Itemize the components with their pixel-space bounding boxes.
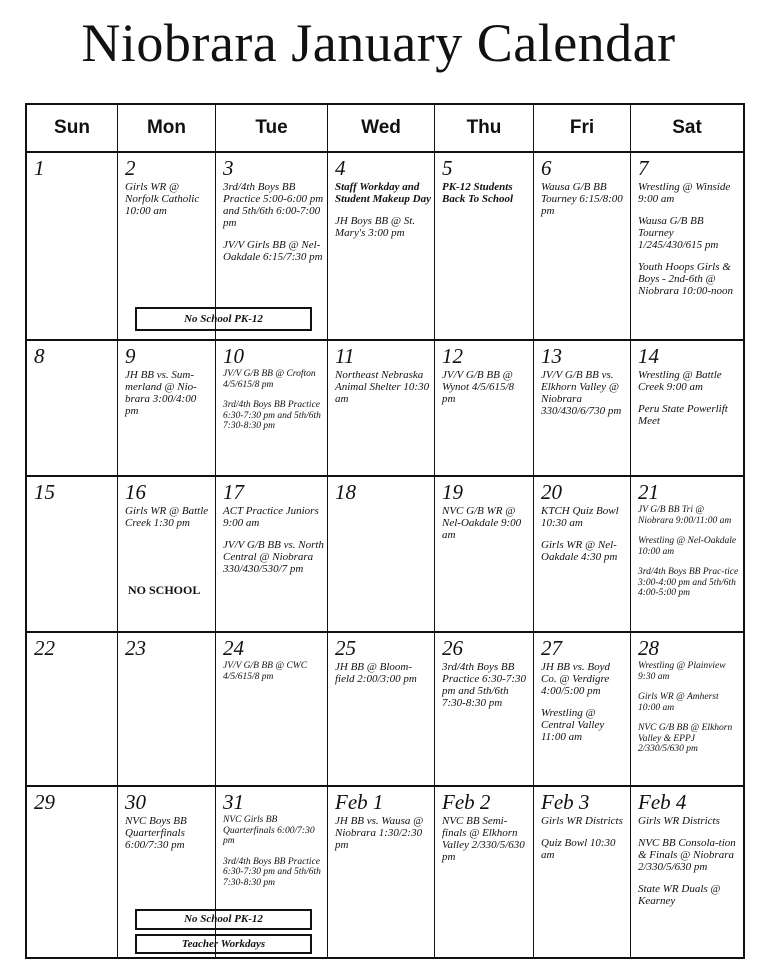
event-text: Wrestling @ Battle Creek 9:00 am xyxy=(638,369,722,393)
event-text: PK-12 Students Back To School xyxy=(442,181,514,205)
day-number: 9 xyxy=(125,344,136,368)
event-text: 3rd/4th Boys BB Practice 6:30-7:30 pm and 5th/6th 7:30-8:30 pm xyxy=(442,661,526,709)
day-number: Feb 3 xyxy=(541,790,590,814)
day-cell xyxy=(27,785,118,957)
day-cell xyxy=(631,339,743,475)
day-cell xyxy=(534,339,631,475)
event-text: NVC BB Semi-finals @ Elkhorn Valley 2/330/5/630 pm xyxy=(442,815,525,863)
day-cell xyxy=(27,475,118,631)
day-number: 26 xyxy=(442,636,463,660)
event-text: NVC Girls BB Quarterfinals 6:00/7:30 pm xyxy=(223,815,315,846)
event-text: Youth Hoops Girls & Boys - 2nd-6th @ Niobrara 10:00-noon xyxy=(638,261,734,297)
event-text: Northeast Nebraska Animal Shelter 10:30 am xyxy=(335,369,430,405)
day-number: 10 xyxy=(223,344,244,368)
day-cell xyxy=(534,151,631,339)
day-cell xyxy=(435,339,534,475)
teacher-workdays-banner: Teacher Workdays xyxy=(135,934,312,954)
no-school-banner: No School PK-12 xyxy=(135,307,312,331)
day-cell xyxy=(328,475,435,631)
day-number: 23 xyxy=(125,636,146,660)
day-cell xyxy=(216,475,328,631)
calendar-grid xyxy=(25,103,745,959)
day-cell xyxy=(328,631,435,785)
day-number: 14 xyxy=(638,344,659,368)
event-text: Peru State Powerlift Meet xyxy=(638,403,728,427)
day-cell xyxy=(118,631,216,785)
day-cell xyxy=(631,151,743,339)
event-text: Girls WR Districts xyxy=(638,815,720,827)
event-text: JV/V G/B BB @ Wynot 4/5/615/8 pm xyxy=(442,369,515,405)
day-number: 15 xyxy=(34,480,55,504)
day-header-thu: Thu xyxy=(435,105,534,151)
day-number: Feb 1 xyxy=(335,790,384,814)
event-text: State WR Duals @ Kearney xyxy=(638,883,721,907)
day-number: Feb 2 xyxy=(442,790,491,814)
event-text: JV/V G/B BB @ CWC 4/5/615/8 pm xyxy=(223,661,308,682)
day-number: 6 xyxy=(541,156,552,180)
day-number: 25 xyxy=(335,636,356,660)
day-number: 22 xyxy=(34,636,55,660)
day-number: 24 xyxy=(223,636,244,660)
day-cell xyxy=(534,475,631,631)
event-text: JV G/B BB Tri @ Niobrara 9:00/11:00 am xyxy=(638,505,732,526)
day-header-tue: Tue xyxy=(216,105,328,151)
day-cell xyxy=(328,339,435,475)
day-number: 3 xyxy=(223,156,234,180)
day-number: 16 xyxy=(125,480,146,504)
event-text: JV/V G/B BB @ Crofton 4/5/615/8 pm xyxy=(223,369,316,390)
event-text: JH Boys BB @ St. Mary's 3:00 pm xyxy=(335,215,416,239)
event-text: Wrestling @ Nel-Oakdale 10:00 am xyxy=(638,536,737,557)
day-cell xyxy=(631,631,743,785)
event-text: 3rd/4th Boys BB Practice 6:30-7:30 pm and 5th/6th 7:30-8:30 pm xyxy=(223,400,321,431)
no-school-banner: No School PK-12 xyxy=(135,909,312,930)
day-cell xyxy=(534,631,631,785)
day-cell xyxy=(27,339,118,475)
event-text: 3rd/4th Boys BB Practice 5:00-6:00 pm and 5th/6th 6:00-7:00 pm xyxy=(223,181,324,229)
day-cell xyxy=(435,475,534,631)
page-title: Niobrara January Calendar xyxy=(81,13,676,73)
day-cell xyxy=(328,785,435,957)
day-cell xyxy=(27,151,118,339)
event-text: Wrestling @ Winside 9:00 am xyxy=(638,181,731,205)
day-number: 5 xyxy=(442,156,453,180)
day-number: 29 xyxy=(34,790,55,814)
day-number: 8 xyxy=(34,344,45,368)
day-cell xyxy=(328,151,435,339)
day-number: 1 xyxy=(34,156,45,180)
day-cell xyxy=(631,475,743,631)
event-text: Girls WR @ Norfolk Catholic 10:00 am xyxy=(125,181,200,217)
day-number: 11 xyxy=(335,344,355,368)
day-cell xyxy=(118,339,216,475)
day-number: 18 xyxy=(335,480,356,504)
day-header-mon: Mon xyxy=(118,105,216,151)
day-cell xyxy=(435,785,534,957)
no-school-label: NO SCHOOL xyxy=(128,583,201,597)
day-cell xyxy=(534,785,631,957)
event-text: NVC G/B WR @ Nel-Oakdale 9:00 am xyxy=(442,505,522,541)
event-text: Girls WR @ Amherst 10:00 am xyxy=(638,692,719,713)
day-number: 27 xyxy=(541,636,562,660)
event-text: Wausa G/B BB Tourney 6:15/8:00 pm xyxy=(541,181,623,217)
day-cell xyxy=(435,631,534,785)
day-cell xyxy=(216,785,328,957)
day-cell xyxy=(118,785,216,957)
event-text: JH BB @ Bloom-field 2:00/3:00 pm xyxy=(335,661,417,685)
event-text: JV/V G/B BB vs. Elkhorn Valley @ Niobrara 330/430/6/730 pm xyxy=(541,369,622,417)
day-number: Feb 4 xyxy=(638,790,687,814)
day-number: 21 xyxy=(638,480,659,504)
event-text: KTCH Quiz Bowl 10:30 am xyxy=(541,505,619,529)
event-text: Girls WR Districts xyxy=(541,815,623,827)
event-text: JH BB vs. Wausa @ Niobrara 1:30/2:30 pm xyxy=(335,815,424,851)
day-number: 12 xyxy=(442,344,463,368)
event-text: JV/V G/B BB vs. North Central @ Niobrara 330/430/530/7 pm xyxy=(223,539,324,575)
day-number: 30 xyxy=(125,790,146,814)
event-text: Staff Workday and Student Makeup Day xyxy=(335,181,431,205)
event-text: JH BB vs. Sum-merland @ Nio-brara 3:00/4:00 pm xyxy=(125,369,197,417)
day-number: 28 xyxy=(638,636,659,660)
day-number: 31 xyxy=(223,790,244,814)
day-header-sun: Sun xyxy=(27,105,118,151)
day-cell xyxy=(216,339,328,475)
event-text: Girls WR @ Battle Creek 1:30 pm xyxy=(125,505,209,529)
event-text: Girls WR @ Nel-Oakdale 4:30 pm xyxy=(541,539,618,563)
day-cell xyxy=(27,631,118,785)
event-text: JV/V Girls BB @ Nel-Oakdale 6:15/7:30 pm xyxy=(223,239,323,263)
day-cell xyxy=(118,475,216,631)
event-text: NVC Boys BB Quarterfinals 6:00/7:30 pm xyxy=(125,815,187,851)
day-number: 7 xyxy=(638,156,649,180)
event-text: JH BB vs. Boyd Co. @ Verdigre 4:00/5:00 pm xyxy=(541,661,611,697)
event-text: Quiz Bowl 10:30 am xyxy=(541,837,616,861)
day-header-wed: Wed xyxy=(328,105,435,151)
event-text: Wausa G/B BB Tourney 1/245/430/615 pm xyxy=(638,215,719,251)
event-text: NVC BB Consola-tion & Finals @ Niobrara 2/330/5/630 pm xyxy=(638,837,736,873)
day-number: 4 xyxy=(335,156,346,180)
day-number: 20 xyxy=(541,480,562,504)
event-text: 3rd/4th Boys BB Prac-tice 3:00-4:00 pm and 5th/6th 4:00-5:00 pm xyxy=(638,567,739,598)
day-header-sat: Sat xyxy=(672,117,702,138)
day-number: 13 xyxy=(541,344,562,368)
day-number: 17 xyxy=(223,480,244,504)
event-text: 3rd/4th Boys BB Practice 6:30-7:30 pm and 5th/6th 7:30-8:30 pm xyxy=(223,856,321,888)
event-text: ACT Practice Juniors 9:00 am xyxy=(223,505,319,529)
event-text: Wrestling @ Central Valley 11:00 am xyxy=(541,707,605,743)
day-cell xyxy=(631,785,743,957)
event-text: NVC G/B BB @ Elkhorn Valley & EPPJ 2/330/5/630 pm xyxy=(638,723,733,754)
day-number: 2 xyxy=(125,156,136,180)
day-header-fri: Fri xyxy=(534,105,631,151)
day-cell xyxy=(435,151,534,339)
day-cell xyxy=(216,631,328,785)
day-number: 19 xyxy=(442,480,463,504)
event-text: Wrestling @ Plainview 9:30 am xyxy=(638,661,726,682)
